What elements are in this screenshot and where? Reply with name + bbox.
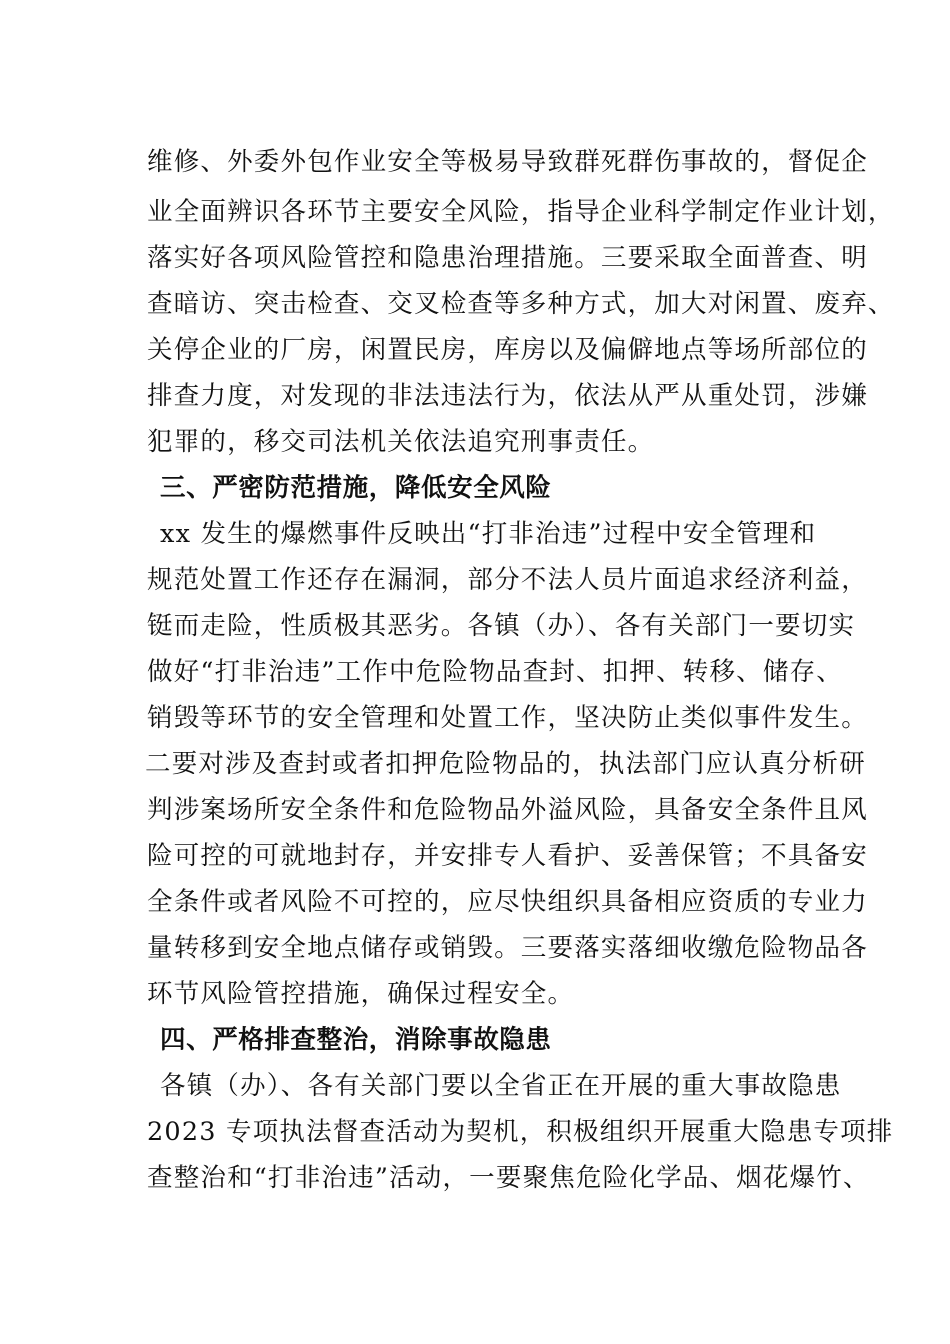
section-heading-3: 三、严密防范措施，降低安全风险 [160, 473, 552, 503]
paragraph-line: 维修、外委外包作业安全等极易导致群死群伤事故的，督促企 [147, 147, 868, 177]
paragraph-line: 2023 专项执法督查活动为契机，积极组织开展重大隐患专项排 [147, 1117, 894, 1147]
paragraph-line: 销毁等环节的安全管理和处置工作，坚决防止类似事件发生。 [147, 703, 868, 733]
paragraph-line: 二要对涉及查封或者扣押危险物品的，执法部门应认真分析研 [145, 749, 866, 779]
paragraph-line: 犯罪的，移交司法机关依法追究刑事责任。 [147, 427, 655, 457]
paragraph-line: 查整治和“打非治违”活动，一要聚焦危险化学品、烟花爆竹、 [147, 1163, 870, 1193]
paragraph-line: 各镇（办）、各有关部门要以全省正在开展的重大事故隐患 [160, 1071, 842, 1101]
paragraph-line: 做好“打非治违”工作中危险物品查封、扣押、转移、储存、 [147, 657, 843, 687]
paragraph-line: 排查力度，对发现的非法违法行为，依法从严从重处罚，涉嫌 [147, 381, 868, 411]
paragraph-line: 规范处置工作还存在漏洞，部分不法人员片面追求经济利益， [147, 565, 868, 595]
paragraph-line: 判涉案场所安全条件和危险物品外溢风险，具备安全条件且风 [147, 795, 868, 825]
paragraph-line: 落实好各项风险管控和隐患治理措施。三要采取全面普查、明 [147, 243, 868, 273]
paragraph-line: 量转移到安全地点储存或销毁。三要落实落细收缴危险物品各 [147, 933, 868, 963]
paragraph-line: 关停企业的厂房，闲置民房，库房以及偏僻地点等场所部位的 [147, 335, 868, 365]
paragraph-line: xx 发生的爆燃事件反映出“打非治违”过程中安全管理和 [160, 519, 817, 549]
paragraph-line: 查暗访、突击检查、交叉检查等多种方式，加大对闲置、废弃、 [147, 289, 895, 319]
paragraph-line: 全条件或者风险不可控的，应尽快组织具备相应资质的专业力 [147, 887, 868, 917]
paragraph-line: 险可控的可就地封存，并安排专人看护、妥善保管；不具备安 [147, 841, 868, 871]
paragraph-line: 铤而走险，性质极其恶劣。各镇（办）、各有关部门一要切实 [147, 611, 856, 641]
section-heading-4: 四、严格排查整治，消除事故隐患 [160, 1025, 552, 1055]
paragraph-line: 业全面辨识各环节主要安全风险，指导企业科学制定作业计划， [147, 197, 895, 227]
paragraph-line: 环节风险管控措施，确保过程安全。 [147, 979, 575, 1009]
